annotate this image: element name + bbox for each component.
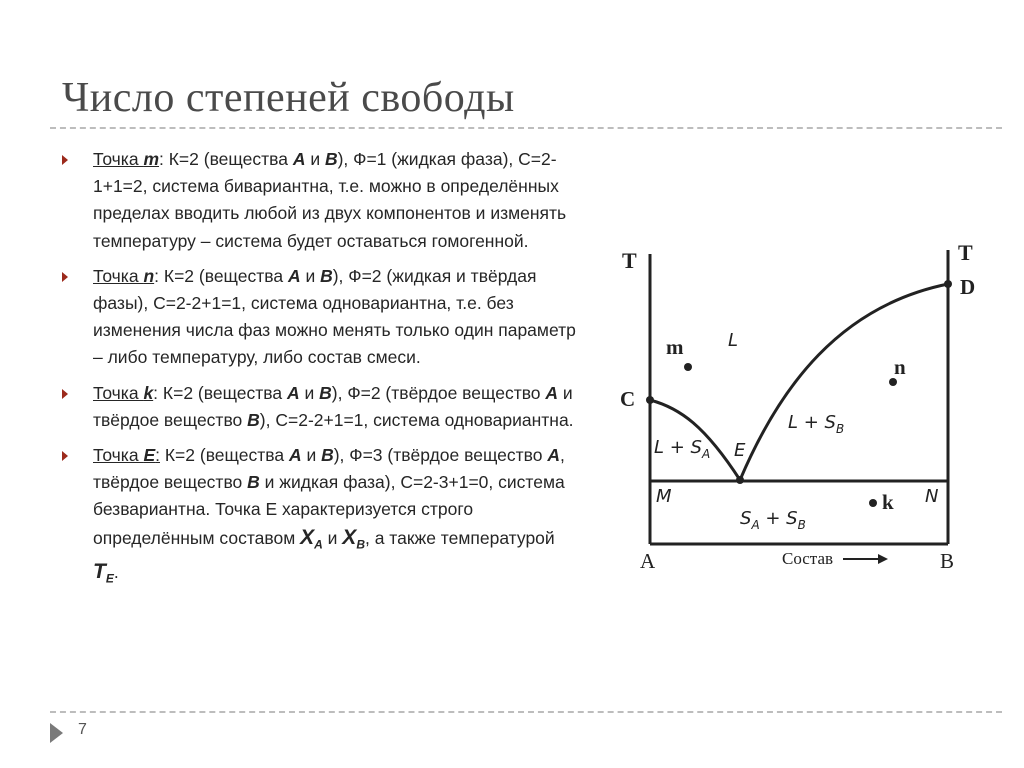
point-d-label: D: [960, 275, 976, 299]
point-n-label: n: [894, 355, 906, 379]
bullet-point-k: Точка k: К=2 (вещества A и B), Ф=2 (твёрдое вещество A и твёрдое вещество B), С=2-2+1=1, система одновариантна.: [62, 380, 582, 434]
region-l-sa-label: $L + S_A$: [654, 437, 711, 461]
bullet-arrow-icon: [62, 272, 68, 282]
region-l-label: L: [728, 330, 739, 351]
point-c-dot: [646, 396, 654, 404]
region-sa-sb-label: $S_A + S_B$: [740, 508, 806, 532]
point-c-label: C: [620, 387, 636, 411]
title-divider: [50, 127, 1002, 129]
point-m-dot: [684, 363, 692, 371]
composition-arrowhead-icon: [878, 554, 888, 564]
phase-diagram: [600, 236, 1000, 586]
bullet-arrow-icon: [62, 451, 68, 461]
point-m-upper-label: M: [656, 486, 672, 507]
point-n-dot: [889, 378, 897, 386]
point-n-upper-label: N: [925, 486, 939, 507]
axis-t-left-label: T: [622, 248, 637, 273]
axis-t-right-label: T: [958, 240, 973, 265]
point-k-label: k: [882, 490, 894, 514]
point-d-dot: [944, 280, 952, 288]
region-l-sb-label: $L + S_B$: [788, 412, 845, 436]
composition-axis-label: Состав: [782, 549, 834, 568]
bullet-arrow-icon: [62, 389, 68, 399]
bullet-arrow-icon: [62, 155, 68, 165]
footer-divider: [50, 711, 1002, 713]
liquidus-curve-ed: [740, 284, 948, 480]
corner-b-label: B: [940, 549, 955, 573]
page-number: 7: [78, 721, 87, 738]
corner-a-label: A: [640, 549, 656, 573]
point-e-label: E: [734, 440, 746, 461]
point-k-dot: [869, 499, 877, 507]
slide-title: Число степеней свободы: [62, 75, 515, 121]
point-m-label: m: [666, 335, 684, 359]
bullet-point-e: Точка E: К=2 (вещества A и B), Ф=3 (твёрдое вещество A, твёрдое вещество B и жидкая фаза), С=2-3+1=0, система безвариантна. Точка Е характеризуется строго определённым составом $X_A$ и $X_B$, а также температурой $T_E$.: [62, 442, 582, 593]
slide-nav-arrow-icon[interactable]: [50, 723, 63, 743]
point-e-dot: [736, 476, 744, 484]
bullet-point-n: Точка n: К=2 (вещества A и B), Ф=2 (жидкая и твёрдая фазы), С=2-2+1=1, система одновариантна, т.е. без изменения числа фаз можно менять только один параметр – либо температуру, либо состав смеси.: [62, 263, 582, 372]
bullet-point-m: Точка m: К=2 (вещества A и B), Ф=1 (жидкая фаза), С=2-1+1=2, система бивариантна, т.е. можно в определённых пределах вводить любой из двух компонентов и изменять температуру – система будет оставаться гомогенной.: [62, 146, 582, 255]
bullet-list: [62, 146, 582, 601]
